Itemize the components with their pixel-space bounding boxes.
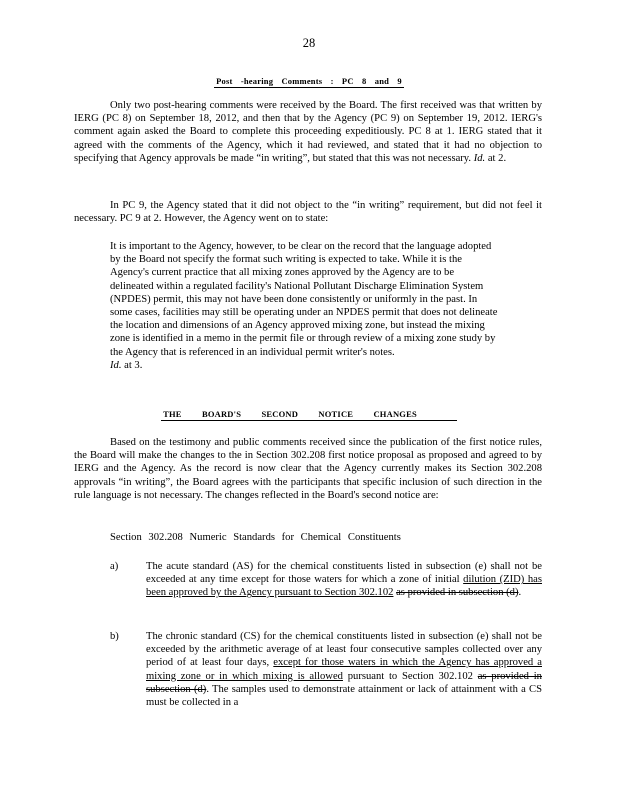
subsection-body: The chronic standard (CS) for the chemical constituents listed in subsection (e) shall not be exceeded by the arithmetic average of at least four consecutive samples collected over any period of at least four days, [146,631,542,669]
subsection-text [146,630,542,709]
subsection-end: . [518,587,522,599]
paragraph-pc9: In PC 9, the Agency stated that it did not object to the “in writing” requirement, but did not feel it necessary. PC 9 at 2. However, the Agency went on to state: [74,200,542,225]
heading-text: Post -hearing Comments : PC 8 and 9 [216,76,402,86]
subsection-label: b) [110,631,119,642]
paragraph-text: Only two post-hearing comments were received by the Board. The first received was that written by IERG (PC 8) on September 18, 2012, and then that by the Agency (PC 9) on September 19, 2012. IERG's comment again asked the Board to complete this proceeding expeditiously. PC 8 at 1. IERG stated that it agreed with the comments of the Agency, which it had reviewed, and stated that it had no objection to specifying that Agency approvals be made “in writing”, but stated that this was not necessary. [74,100,542,164]
quote-text: It is important to the Agency, however, to be clear on the record that the language adopted by the Board not specify the format such writing is expected to take. While it is the Agency's current practice that all mixing zones approved by the Agency are to be delineated within a regulated facility's National Pollutant Discharge Elimination System (NPDES) permit, this may not have been done consistently or uniformly in the past. In some cases, facilities may still be operating under an NPDES permit that does not delineate the location and dimensions of an Agency approved mixing zone, but instead the mixing zone is identified in a memo in the permit file or through review of a mixing zone study by the Agency that is referenced in an individual permit writer's notes. [110,241,498,358]
section-heading-post-hearing [0,76,618,86]
paragraph-post-hearing-comments [74,99,542,165]
citation-text: at 2. [487,152,507,164]
quote-citation-id: Id. [110,359,122,371]
paragraph-second-notice: Based on the testimony and public comments received since the publication of the first notice rules, the Board will make the changes to the in Section 302.208 first notice proposal as proposed and agreed to by IERG and the Agency. As the record is now clear that the Agency currently makes its Section 302.208 approvals “in writing”, the Board agrees with the participants that specific inclusion of such direction in the rule language is not necessary. The changes reflected in the Board's second notice are: [74,437,542,501]
deleted-text: as provided in subsection (d) [396,587,519,599]
citation-id: Id. [473,152,486,164]
page-number: 28 [302,36,316,50]
inserted-text: except for those waters in which the Agency has approved a mixing zone or in which mixing is allowed [146,657,542,682]
block-quote [110,240,498,372]
inserted-text-2: pursuant to Section 302.102 [347,670,473,682]
quote-citation-text: at 3. [124,359,143,371]
subsection-text [146,560,542,600]
quote-citation [110,359,498,372]
deleted-text: as provided in subsection (d) [146,670,542,695]
subsection-label: a) [110,561,119,572]
subsection-continuation: . The samples used to demonstrate attainment or lack of attainment with a CS must be collected in a [146,683,542,709]
inserted-text: dilution (ZID) has been approved by the Agency pursuant to Section 302.102 [146,574,542,599]
subsection-body: The acute standard (AS) for the chemical constituents listed in subsection (e) shall not be exceeded at any time except for those waters for which a zone of initial [146,561,542,586]
heading-text: THE BOARD'S SECOND NOTICE CHANGES [161,409,457,421]
section-heading-second-notice [0,409,618,419]
rule-section-title: Section 302.208 Numeric Standards for Chemical Constituents [110,532,401,543]
